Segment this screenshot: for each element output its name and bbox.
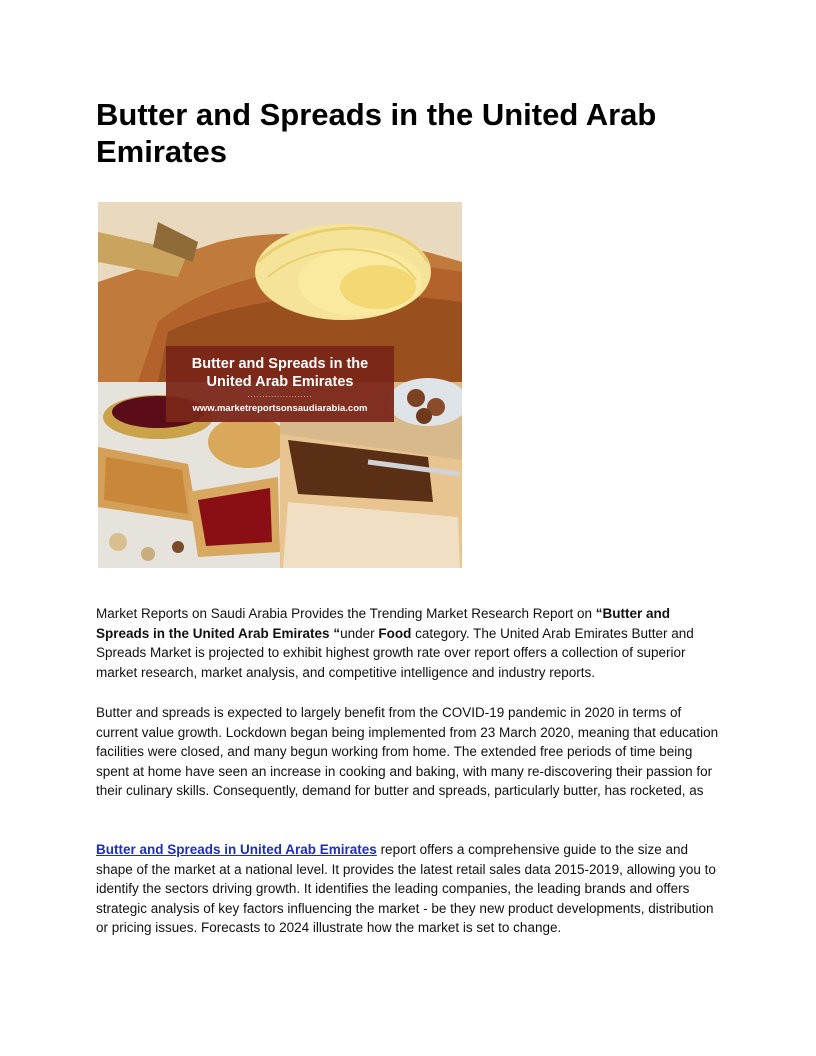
banner-dots: ...................... [247,392,313,399]
banner-title: Butter and Spreads in the United Arab Emirates [191,356,369,390]
intro-rest: category. The United Arab Emirates Butter and Spreads Market is projected to exhibit highest growth rate over report offers a collection of superior market research, market analysis, and competitive intelligence and industry reports. [96,625,694,680]
report-name: Butter and Spreads in the United Arab Emirates [96,606,671,641]
hero-banner [166,346,394,422]
report-paragraph [96,840,726,938]
report-link[interactable]: Butter and Spreads in United Arab Emirates [96,842,377,857]
covid-paragraph: Butter and spreads is expected to largely benefit from the COVID-19 pandemic in 2020 in terms of current value growth. Lockdown began being implemented from 23 March 2020, meaning that education facilities were closed, and many begun working from home. The extended free periods of time being spent at home have seen an increase in cooking and baking, with many re-discovering their passion for their culinary skills. Consequently, demand for butter and spreads, particularly butter, has rocketed, as [96,705,719,798]
close-quote: “ [333,625,341,641]
page-title: Butter and Spreads in the United Arab Emirates [96,97,657,169]
intro-paragraph [96,604,726,682]
report-description: report offers a comprehensive guide to the size and shape of the market at a national level. It provides the latest retail sales data 2015-2019, allowing you to identify the sectors driving growth. It identifies the leading companies, the leading brands and offers strategic analysis of key factors influencing the market - be they new product developments, distribution or pricing issues. Forecasts to 2024 illustrate how the market is set to change. [96,842,716,935]
under-text: under [340,625,379,641]
intro-text: Market Reports on Saudi Arabia Provides the Trending Market Research Report on [96,606,596,621]
banner-url: www.marketreportsonsaudiarabia.com [192,403,368,414]
category-name: Food [378,625,412,641]
hero-image [98,202,462,568]
open-quote: “ [595,606,603,621]
